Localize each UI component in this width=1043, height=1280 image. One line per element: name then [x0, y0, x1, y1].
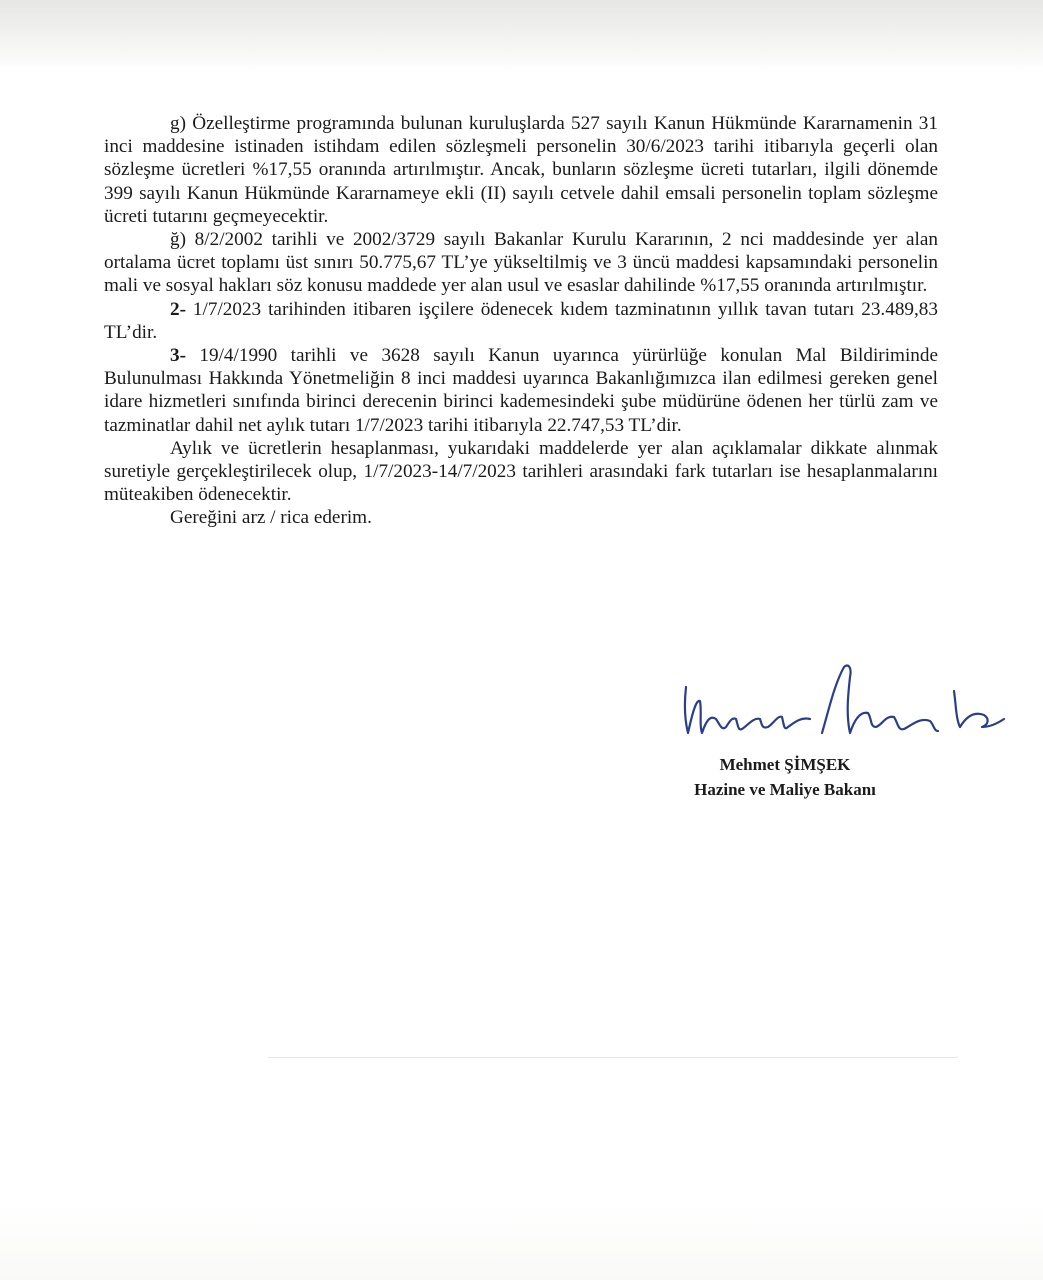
signature-stroke [954, 691, 1004, 727]
paragraph-text: ğ) 8/2/2002 tarihli ve 2002/3729 sayılı Bakanlar Kurulu Kararının, 2 nci maddesinde yer alan ortalama ücret toplamı üst sınırı 50.775,67 TL’ye yükseltilmiş ve 3 üncü maddesi kapsamındaki personelin mali ve sosyal hakları söz konusu maddede yer alan usul ve esaslar dahilinde %17,55 oranında artırılmıştır. [104, 229, 938, 297]
scan-edge-shadow [0, 0, 1043, 70]
item-number: 2- [170, 298, 186, 320]
signature-stroke [822, 665, 938, 733]
paragraph-item-2 [104, 298, 938, 344]
closing-line: Gereğini arz / rica ederim. [170, 507, 372, 529]
paragraph-text: 19/4/1990 tarihli ve 3628 sayılı Kanun uyarınca yürürlüğe konulan Mal Bildiriminde Bulunulması Hakkında Yönetmeliğin 8 inci maddesi uyarınca Bakanlığımızca ilan edilmesi gereken genel idare hizmetleri sınıfında birinci derecenin birinci kademesindeki şube müdürüne ödenen her türlü zam ve tazminatlar dahil net aylık tutarı 1/7/2023 tarihi itibarıyla 22.747,53 TL’dir. [104, 345, 938, 436]
signature-stroke [685, 687, 810, 733]
signer-name: Mehmet ŞİMŞEK [719, 755, 851, 774]
paragraph-calculation [104, 437, 938, 507]
paragraph-gg [104, 228, 938, 298]
item-number: 3- [170, 345, 186, 367]
paragraph-text: g) Özelleştirme programında bulunan kuruluşlarda 527 sayılı Kanun Hükmünde Kararnamenin 31 inci maddesine istinaden istihdam edilen sözleşmeli personelin 30/6/2023 tarihi itibarıyla geçerli olan sözleşme ücretleri %17,55 oranında artırılmıştır. Ancak, bunların sözleşme ücreti tutarları, ilgili dönemde 399 sayılı Kanun Hükmünde Kararnameye ekli (II) sayılı cetvele dahil emsali personelin toplam sözleşme ücreti tutarını geçmeyecektir. [104, 113, 938, 227]
paragraph-text: 1/7/2023 tarihinden itibaren işçilere ödenecek kıdem tazminatının yıllık tavan tutarı 23.489,83 TL’dir. [104, 298, 938, 343]
paragraph-g [104, 112, 938, 228]
paragraph-item-3 [104, 344, 938, 437]
footer-divider [268, 1057, 958, 1058]
signer-block [620, 752, 950, 802]
handwritten-signature [672, 655, 1012, 750]
document-body [104, 112, 938, 530]
paragraph-text: Aylık ve ücretlerin hesaplanması, yukarıdaki maddelerde yer alan açıklamalar dikkate alınmak suretiyle gerçekleştirilecek olup, 1/7/2023-14/7/2023 tarihleri arasındaki fark tutarları ise hesaplanmalarını müteakiben ödenecektir. [104, 437, 938, 506]
signer-title: Hazine ve Maliye Bakanı [694, 780, 876, 799]
